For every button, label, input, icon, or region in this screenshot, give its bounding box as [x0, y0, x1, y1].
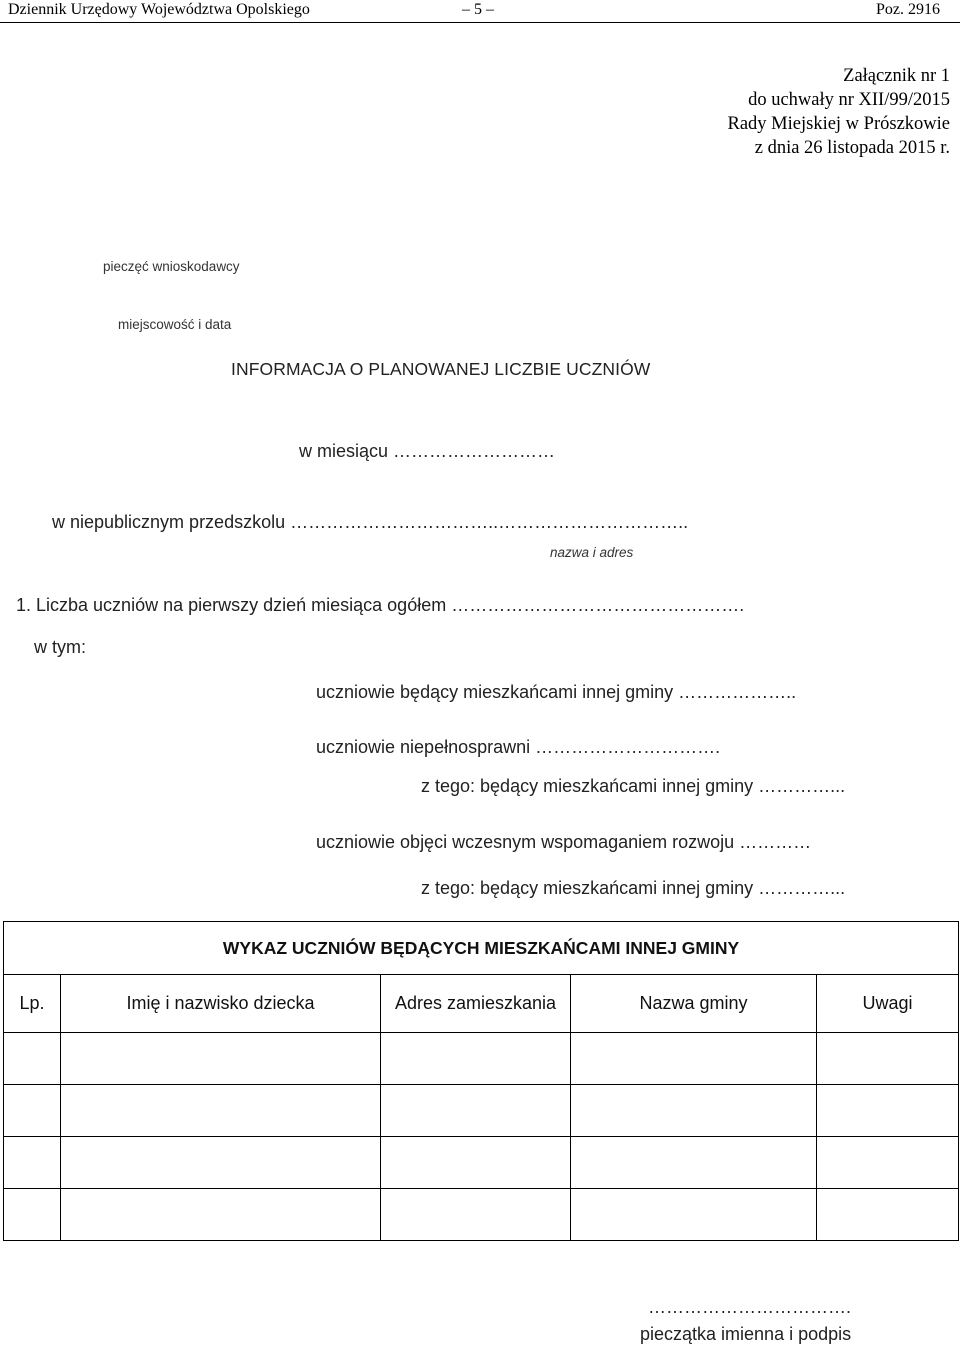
table-cell[interactable]: [571, 1033, 817, 1085]
table-cell[interactable]: [817, 1137, 959, 1189]
annex-line-3: Rady Miejskiej w Prószkowie: [727, 114, 950, 134]
stamp-label: pieczęć wnioskodawcy: [103, 259, 240, 274]
annex-line-4: z dnia 26 listopada 2015 r.: [754, 138, 950, 158]
table-cell[interactable]: [4, 1189, 61, 1241]
annex-line-1: Załącznik nr 1: [843, 66, 950, 86]
signature-line[interactable]: …………………………….: [648, 1297, 852, 1317]
table-cell[interactable]: [817, 1085, 959, 1137]
table-cell[interactable]: [381, 1085, 571, 1137]
header-rule: [0, 22, 960, 23]
place-date-label: miejscowość i data: [118, 317, 232, 332]
table-cell[interactable]: [571, 1137, 817, 1189]
table-row: [4, 1137, 959, 1189]
table-row: [4, 1033, 959, 1085]
total-count-field[interactable]: 1. Liczba uczniów na pierwszy dzień miesiąca ogółem ………………………………………….: [16, 595, 745, 615]
table-cell[interactable]: [571, 1189, 817, 1241]
table-row: [4, 1085, 959, 1137]
table-cell[interactable]: [61, 1085, 381, 1137]
column-header-name: Imię i nazwisko dziecka: [61, 975, 381, 1033]
table-cell[interactable]: [4, 1085, 61, 1137]
table-cell[interactable]: [381, 1033, 571, 1085]
of-which-label: w tym:: [34, 637, 86, 657]
column-header-municipality: Nazwa gminy: [571, 975, 817, 1033]
disabled-field[interactable]: uczniowie niepełnosprawni ………………………….: [316, 737, 721, 757]
table-cell[interactable]: [381, 1137, 571, 1189]
table-cell[interactable]: [817, 1189, 959, 1241]
other-municipality-field[interactable]: uczniowie będący mieszkańcami innej gminy ………………..: [316, 682, 797, 702]
table-row: [4, 1189, 959, 1241]
column-header-address: Adres zamieszkania: [381, 975, 571, 1033]
table-cell[interactable]: [61, 1033, 381, 1085]
table-title-row: [4, 922, 959, 975]
name-address-label: nazwa i adres: [550, 545, 634, 560]
students-table: [3, 921, 959, 1241]
early-support-field[interactable]: uczniowie objęci wczesnym wspomaganiem rozwoju …………: [316, 832, 812, 852]
table-cell[interactable]: [4, 1033, 61, 1085]
column-header-notes: Uwagi: [817, 975, 959, 1033]
table-cell[interactable]: [61, 1137, 381, 1189]
page-number: – 5 –: [462, 1, 494, 18]
early-support-other-municipality-field[interactable]: z tego: będący mieszkańcami innej gminy …………...: [421, 878, 846, 898]
table-title: WYKAZ UCZNIÓW BĘDĄCYCH MIESZKAŃCAMI INNEJ GMINY: [4, 922, 959, 975]
preschool-field[interactable]: w niepublicznym przedszkolu ……………………………..…………………………..: [52, 512, 689, 532]
journal-name: Dziennik Urzędowy Województwa Opolskiego: [8, 1, 310, 18]
table-cell[interactable]: [4, 1137, 61, 1189]
table-header-row: [4, 975, 959, 1033]
disabled-other-municipality-field[interactable]: z tego: będący mieszkańcami innej gminy …………...: [421, 776, 846, 796]
column-header-lp: Lp.: [4, 975, 61, 1033]
page-header: [0, 0, 960, 22]
table-cell[interactable]: [381, 1189, 571, 1241]
table-cell[interactable]: [61, 1189, 381, 1241]
form-title: INFORMACJA O PLANOWANEJ LICZBIE UCZNIÓW: [231, 359, 651, 379]
table-cell[interactable]: [571, 1085, 817, 1137]
annex-line-2: do uchwały nr XII/99/2015: [748, 90, 950, 110]
month-field[interactable]: w miesiącu ………………………: [299, 441, 556, 461]
position-number: Poz. 2916: [876, 1, 940, 18]
signature-label: pieczątka imienna i podpis: [640, 1324, 852, 1344]
table-cell[interactable]: [817, 1033, 959, 1085]
